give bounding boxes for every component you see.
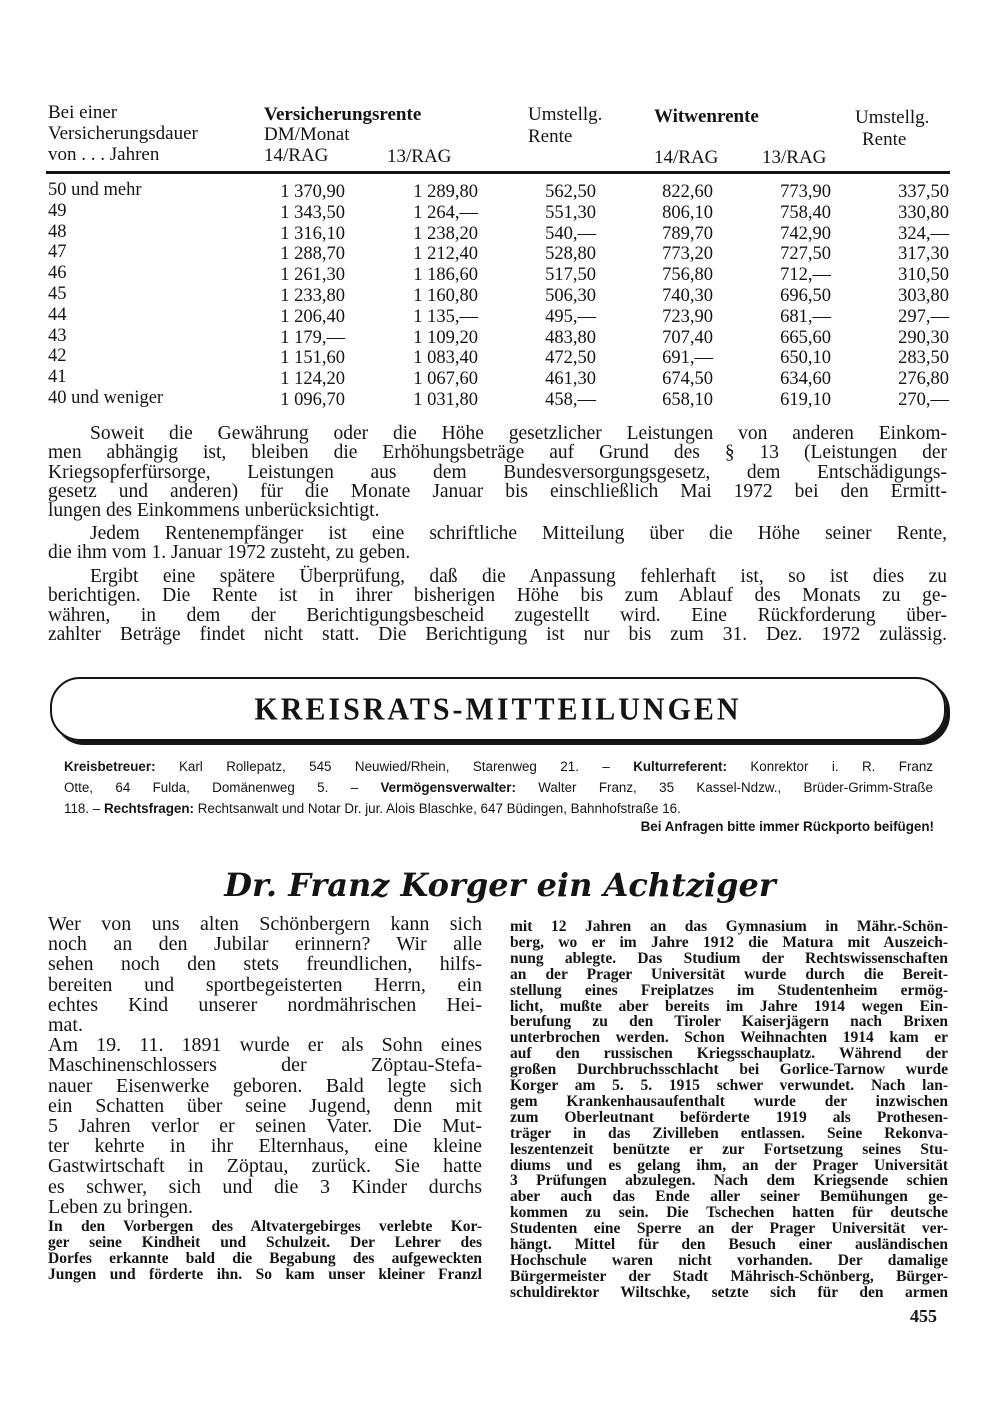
table-cell: 290,30 <box>898 327 949 348</box>
row-duration: 47 <box>48 242 67 263</box>
table-cell: 723,90 <box>662 306 713 327</box>
table-cell: 742,90 <box>780 223 831 244</box>
article-title: Dr. Franz Korger ein Achtziger <box>224 866 776 904</box>
article-line: nauer Eisenwerke geboren. Bald legte sich <box>48 1074 482 1097</box>
header-duration-line1: Bei einer <box>48 102 118 123</box>
article-line: unterbrochen werden. Schon Weihnachten 1914 kam er <box>510 1029 948 1047</box>
article-line: Bürgermeister der Stadt Mährisch-Schönberg, Bürger- <box>510 1267 948 1285</box>
table-cell: 517,50 <box>545 265 596 286</box>
contact-details: Otte, 64 Fulda, Domänenweg 5. – <box>64 780 381 795</box>
header-duration-line3: von . . . Jahren <box>48 144 160 165</box>
table-cell: 727,50 <box>780 244 831 265</box>
article-line: Korger am 5. 5. 1915 schwer verwundet. Nach lan- <box>510 1077 948 1094</box>
header-vr-14rag: 14/RAG <box>264 145 329 166</box>
paragraph-line: währen, in dem der Berichtigungsbescheid zugestellt wird. Eine Rückforderung über- <box>48 604 947 626</box>
article-line: aber auch das Ende aller seiner Bemühungen ge- <box>510 1188 948 1206</box>
table-cell: 495,— <box>545 306 596 327</box>
table-cell: 324,— <box>898 223 949 244</box>
article-line: leszentenzeit benützte er zur Fortsetzung seines Stu- <box>510 1140 948 1158</box>
table-cell: 691,— <box>662 348 713 369</box>
paragraph-line: lungen des Einkommens unberücksichtigt. <box>48 500 380 522</box>
article-line: träger in das Zivilleben entlassen. Seine Rekonva- <box>510 1124 948 1142</box>
paragraph-line: Jedem Rentenempfänger ist eine schriftliche Mitteilung über die Höhe seiner Rente, <box>90 523 947 544</box>
article-line: hängt. Mittel für den Besuch einer ausländischen <box>510 1236 948 1253</box>
header-versicherungsrente: Versicherungsrente <box>264 104 422 125</box>
header-rente-1: Rente <box>528 126 573 147</box>
contact-details: Konrektor i. R. Franz <box>726 759 933 774</box>
article-line: echtes Kind unserer nordmährischen Hei- <box>48 993 482 1016</box>
header-witwenrente: Witwenrente <box>654 106 759 127</box>
paragraph-line: gesetz und anderen) für die Monate Januar bis einschließlich Mai 1972 bei den Ermitt- <box>48 480 947 502</box>
article-line: Hochschule waren nicht vorhanden. Der damalige <box>510 1251 948 1269</box>
table-cell: 712,— <box>780 265 831 286</box>
article-line: Am 19. 11. 1891 wurde er als Sohn eines <box>48 1034 482 1057</box>
table-cell: 551,30 <box>545 202 596 223</box>
table-cell: 806,10 <box>662 202 713 223</box>
header-rente-2: Rente <box>862 129 907 150</box>
return-postage-note: Bei Anfragen bitte immer Rückporto beifügen! <box>640 819 934 834</box>
table-cell: 472,50 <box>545 348 596 369</box>
article-line: Jungen und förderte ihn. So kam unser kleiner Franzl <box>48 1266 482 1283</box>
contact-details: Walter Franz, 35 Kassel-Ndzw., Brüder-Grimm-Straße <box>515 780 933 795</box>
article-line: ein Schatten über seine Jugend, denn mit <box>48 1094 482 1117</box>
table-cell: 283,50 <box>898 348 949 369</box>
header-umstellg-1: Umstellg. <box>528 104 603 125</box>
table-cell: 634,60 <box>780 369 831 390</box>
table-cell: 461,30 <box>545 369 596 390</box>
article-line: stellung eines Freiplatzes im Studentenheim ermög- <box>510 981 948 999</box>
table-cell: 303,80 <box>898 286 949 306</box>
table-cell: 1 151,60 <box>280 348 345 369</box>
table-cell: 1 288,70 <box>280 244 345 265</box>
table-cell: 1 343,50 <box>280 202 345 223</box>
article-line: Leben zu bringen. <box>48 1195 193 1218</box>
header-wr-14rag: 14/RAG <box>654 147 719 168</box>
paragraph-line: die ihm vom 1. Januar 1972 zusteht, zu geben. <box>48 542 411 564</box>
row-duration: 44 <box>48 304 67 325</box>
row-duration: 43 <box>48 325 67 346</box>
contact-role-label: Kreisbetreuer: <box>64 759 156 774</box>
contact-details: Karl Rollepatz, 545 Neuwied/Rhein, Starenweg 21. – <box>155 759 634 774</box>
table-cell: 696,50 <box>780 286 831 306</box>
row-duration: 41 <box>48 367 67 388</box>
table-cell: 337,50 <box>898 182 949 202</box>
article-line: es schwer, sich und die 3 Kinder durchs <box>48 1175 482 1198</box>
table-cell: 650,10 <box>780 348 831 369</box>
table-cell: 1 238,20 <box>413 223 478 244</box>
table-cell: 740,30 <box>662 286 713 306</box>
table-cell: 756,80 <box>662 265 713 286</box>
header-dm-monat: DM/Monat <box>264 124 350 145</box>
table-cell: 1 264,— <box>413 202 478 223</box>
paragraph-line: Ergibt eine spätere Überprüfung, daß die Anpassung fehlerhaft ist, so ist dies zu <box>90 566 947 587</box>
article-line: mit 12 Jahren an das Gymnasium in Mähr.-Schön- <box>510 918 948 935</box>
table-cell: 658,10 <box>662 390 713 410</box>
table-cell: 458,— <box>545 390 596 410</box>
table-cell: 707,40 <box>662 327 713 348</box>
table-cell: 789,70 <box>662 223 713 244</box>
article-line: an der Prager Universität wurde durch die Bereit- <box>510 965 948 983</box>
row-duration: 48 <box>48 221 67 242</box>
article-line: berufung zu den Tiroler Kaiserjägern nach Brixen <box>510 1013 948 1031</box>
article-line: diums und es gelang ihm, an der Prager Universität <box>510 1156 948 1174</box>
article-line: 3 Prüfungen abzulegen. Nach dem Kriegsende schien <box>510 1172 948 1190</box>
table-cell: 773,20 <box>662 244 713 265</box>
table-cell: 1 206,40 <box>280 306 345 327</box>
table-cell: 1 067,60 <box>413 369 478 390</box>
paragraph-line: berichtigen. Die Rente ist in ihrer bisherigen Höhe bis zum Ablauf des Monats zu ge- <box>48 585 947 607</box>
article-line: bereiten und sportbegeisterten Herrn, ein <box>48 973 482 996</box>
row-duration: 40 und weniger <box>48 388 164 408</box>
article-line: großen Durchbruchsschlacht bei Gorlice-Tarnow wurde <box>510 1061 948 1079</box>
contact-line <box>64 799 933 819</box>
article-line: nung ablegte. Das Studium der Rechtswissenschaften <box>510 949 948 967</box>
table-cell: 1 135,— <box>413 306 478 327</box>
contact-line <box>64 778 933 798</box>
table-cell: 1 186,60 <box>413 265 478 286</box>
contact-details: 118. – <box>64 801 104 816</box>
article-line: schuldirektor Wiltschke, setzte sich für den armen <box>510 1283 948 1301</box>
table-cell: 1 096,70 <box>280 390 345 410</box>
header-umstellg-2: Umstellg. <box>855 107 930 128</box>
article-line: Studenten eine Sperre an der Prager Universität ver- <box>510 1220 948 1238</box>
row-duration: 49 <box>48 200 67 221</box>
article-line: Gastwirtschaft in Zöptau, zurück. Sie hatte <box>48 1155 482 1178</box>
table-cell: 619,10 <box>780 390 831 410</box>
table-cell: 1 109,20 <box>413 327 478 348</box>
article-line: ter kehrte in ihr Elternhaus, eine kleine <box>48 1135 482 1158</box>
paragraph-line: zahlter Beträge findet nicht statt. Die Berichtigung ist nur bis zum 31. Dez. 1972 zulässig. <box>48 623 947 645</box>
row-duration: 45 <box>48 284 67 304</box>
header-duration-line2: Versicherungsdauer <box>48 123 198 144</box>
header-wr-13rag: 13/RAG <box>762 147 827 168</box>
table-cell: 1 316,10 <box>280 223 345 244</box>
row-duration: 46 <box>48 263 67 284</box>
contact-line <box>64 757 933 777</box>
contact-role-label: Vermögensverwalter: <box>380 780 516 795</box>
article-line: zum Oberleutnant beförderte 1919 als Prothesen- <box>510 1108 948 1126</box>
paragraph-line: men abhängig ist, bleiben die Erhöhungsbeträge auf Grund des § 13 (Leistungen der <box>48 442 947 464</box>
table-cell: 1 160,80 <box>413 286 478 306</box>
article-line: kommen zu sein. Die Tschechen hatten für deutsche <box>510 1204 948 1222</box>
table-header-rule <box>46 171 950 174</box>
table-cell: 1 083,40 <box>413 348 478 369</box>
article-line: licht, mußte aber bereits im Jahre 1914 wegen Ein- <box>510 997 948 1015</box>
table-cell: 276,80 <box>898 369 949 390</box>
table-cell: 758,40 <box>780 202 831 223</box>
table-cell: 528,80 <box>545 244 596 265</box>
table-cell: 270,— <box>898 390 949 410</box>
banner-title: KREISRATS-MITTEILUNGEN <box>254 692 742 727</box>
table-cell: 330,80 <box>898 202 949 223</box>
article-line: auf den russischen Kriegsschauplatz. Während der <box>510 1045 948 1063</box>
paragraph-line: Soweit die Gewährung oder die Höhe gesetzlicher Leistungen von anderen Einkom- <box>90 423 947 444</box>
contact-role-label: Rechtsfragen: <box>103 801 195 816</box>
table-cell: 674,50 <box>662 369 713 390</box>
table-cell: 665,60 <box>780 327 831 348</box>
article-line: noch an den Jubilar erinnern? Wir alle <box>48 933 482 956</box>
article-line: mat. <box>48 1014 83 1036</box>
article-line: 5 Jahren verlor er seinen Vater. Die Mut- <box>48 1115 482 1137</box>
table-cell: 562,50 <box>545 182 596 202</box>
table-cell: 483,80 <box>545 327 596 348</box>
table-cell: 1 289,80 <box>413 182 478 202</box>
article-line: sehen noch den stets freundlichen, hilfs- <box>48 953 482 976</box>
article-line: gem Krankenhausaufenthalt wurde der inzwischen <box>510 1092 948 1110</box>
contact-role-label: Kulturreferent: <box>633 759 727 774</box>
table-cell: 1 261,30 <box>280 265 345 286</box>
page-number: 455 <box>910 1306 937 1326</box>
table-cell: 506,30 <box>545 286 596 306</box>
table-cell: 1 370,90 <box>280 182 345 202</box>
contact-details: Rechtsanwalt und Notar Dr. jur. Alois Blaschke, 647 Büdingen, Bahnhofstraße 16. <box>194 801 681 816</box>
table-cell: 773,90 <box>780 182 831 202</box>
table-cell: 1 031,80 <box>413 390 478 410</box>
article-line: Maschinenschlossers der Zöptau-Stefa- <box>48 1054 482 1077</box>
row-duration: 42 <box>48 346 67 367</box>
table-cell: 1 124,20 <box>280 369 345 390</box>
table-cell: 310,50 <box>898 265 949 286</box>
table-cell: 1 233,80 <box>280 286 345 306</box>
article-line: In den Vorbergen des Altvatergebirges verlebte Kor- <box>48 1218 482 1235</box>
row-duration: 50 und mehr <box>48 180 142 200</box>
header-vr-13rag: 13/RAG <box>387 146 452 167</box>
table-cell: 681,— <box>780 306 831 327</box>
table-cell: 317,30 <box>898 244 949 265</box>
article-line: berg, wo er im Jahre 1912 die Matura mit Auszeich- <box>510 933 948 951</box>
table-cell: 822,60 <box>662 182 713 202</box>
article-line: ger seine Kindheit und Schulzeit. Der Lehrer des <box>48 1234 482 1251</box>
table-cell: 1 212,40 <box>413 244 478 265</box>
kreisrats-banner <box>50 677 946 741</box>
table-cell: 297,— <box>898 306 949 327</box>
article-line: Dorfes erkannte bald die Begabung des aufgeweckten <box>48 1250 482 1267</box>
article-line: Wer von uns alten Schönbergern kann sich <box>48 913 482 935</box>
table-cell: 1 179,— <box>280 327 345 348</box>
table-cell: 540,— <box>545 223 596 244</box>
paragraph-line: Kriegsopferfürsorge, Leistungen aus dem Bundesversorgungsgesetz, dem Entschädigungs- <box>48 461 947 483</box>
